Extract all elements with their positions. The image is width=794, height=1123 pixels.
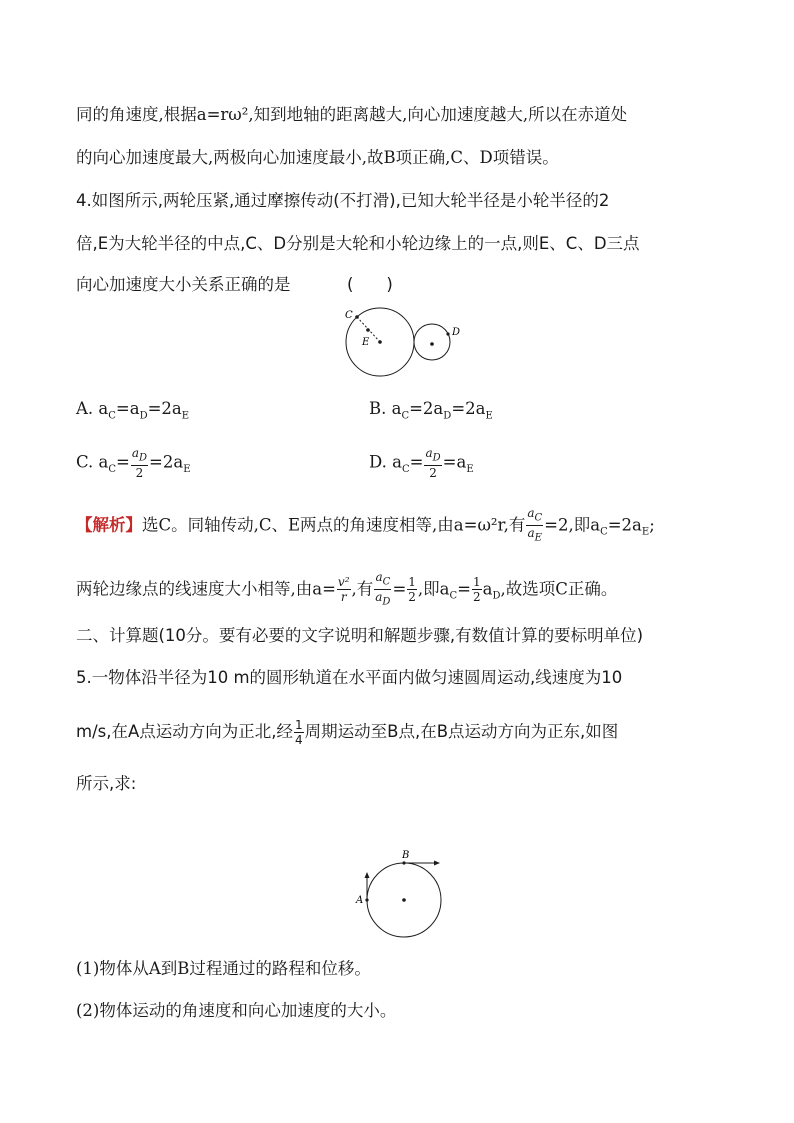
analysis-line-1: 【解析】选C。同轴传动,C、E两点的角速度相等,由a=ω²r,有 $\frac{a_C}{a_E}$ =2,即$a_C=2a_E$; — [76, 506, 655, 544]
large-wheel-center — [378, 340, 382, 344]
analysis-tag: 【解析】 — [76, 515, 142, 535]
q5-stem-line-3: 所示,求: — [76, 774, 137, 793]
fraction: $\frac{1}{2}$ — [408, 575, 416, 605]
option-b: B. $a_C=2a_D=2a_E$ — [369, 399, 493, 422]
label-d: D — [452, 327, 461, 338]
intro-line-2: 的向心加速度最大,两极向心加速度最小,故B项正确,C、D项错误。 — [76, 148, 559, 167]
small-wheel-center — [430, 342, 434, 346]
arrowhead-east — [434, 861, 440, 866]
q5-subquestion-1: (1)物体从A到B过程通过的路程和位移。 — [76, 959, 371, 978]
label-a: A — [356, 895, 364, 906]
option-a: A. $a_C=a_D=2a_E$ — [76, 399, 190, 422]
label-b: B — [402, 850, 410, 861]
q5-stem-line-1: 5.一物体沿半径为10 m的圆形轨道在水平面内做匀速圆周运动,线速度为10 — [76, 668, 623, 687]
section-2-title: 二、计算题(10分。要有必要的文字说明和解题步骤,有数值计算的要标明单位) — [76, 626, 644, 645]
fraction: $\frac{1}{2}$ — [473, 575, 481, 605]
small-wheel — [414, 324, 450, 360]
q4-stem-line-2: 倍,E为大轮半径的中点,C、D分别是大轮和小轮边缘上的一点,则E、C、D三点 — [76, 234, 640, 253]
q5-subquestion-2: (2)物体运动的角速度和向心加速度的大小。 — [76, 1001, 397, 1020]
two-wheels-figure — [336, 305, 468, 381]
q5-stem-line-2: m/s,在A点运动方向为正北,经 $\frac{1}{4}$ 周期运动至B点,在B点运动方向为正东,如图 — [76, 718, 619, 747]
fraction: $\frac{a_D}{2}$ — [131, 446, 148, 481]
q4-stem-line-1: 4.如图所示,两轮压紧,通过摩擦传动(不打滑),已知大轮半径是小轮半径的2 — [76, 191, 610, 210]
label-e: E — [362, 337, 370, 348]
fraction: $\frac{a_C}{a_D}$ — [375, 570, 391, 608]
q4-stem-line-3 — [76, 274, 393, 296]
fraction: $\frac{a_C}{a_E}$ — [527, 506, 543, 544]
point-d — [446, 332, 449, 335]
point-c — [355, 315, 359, 319]
analysis-line-2: 两轮边缘点的线速度大小相等,由a= $\frac{\text{v²}}{r}$ ,有 $\frac{a_C}{a_D}$ = $\frac{1}{2}$ ,即$a_C=$ $\frac{1}{2}$ $a_D$,故选项C正确。 — [76, 570, 618, 608]
fraction: $\frac{\text{v²}}{r}$ — [337, 575, 350, 605]
intro-line-1: 同的角速度,根据a=rω²,知到地轴的距离越大,向心加速度越大,所以在赤道处 — [76, 105, 628, 124]
fraction: $\frac{1}{4}$ — [295, 718, 303, 747]
arrowhead-north — [365, 872, 370, 878]
track-center — [402, 898, 406, 902]
point-e — [366, 328, 370, 332]
option-c: C. $a_C=$ $\frac{a_D}{2}$ $=2a_E$ — [76, 446, 191, 481]
answer-paren: ( ) — [347, 275, 393, 294]
q4-stem-text: 向心加速度大小关系正确的是 — [76, 275, 291, 294]
fraction: $\frac{a_D}{2}$ — [425, 446, 441, 481]
circular-motion-figure — [350, 848, 450, 944]
option-d: D. $a_C=$ $\frac{a_D}{2}$ $=a_E$ — [369, 446, 474, 481]
label-c: C — [345, 310, 353, 321]
